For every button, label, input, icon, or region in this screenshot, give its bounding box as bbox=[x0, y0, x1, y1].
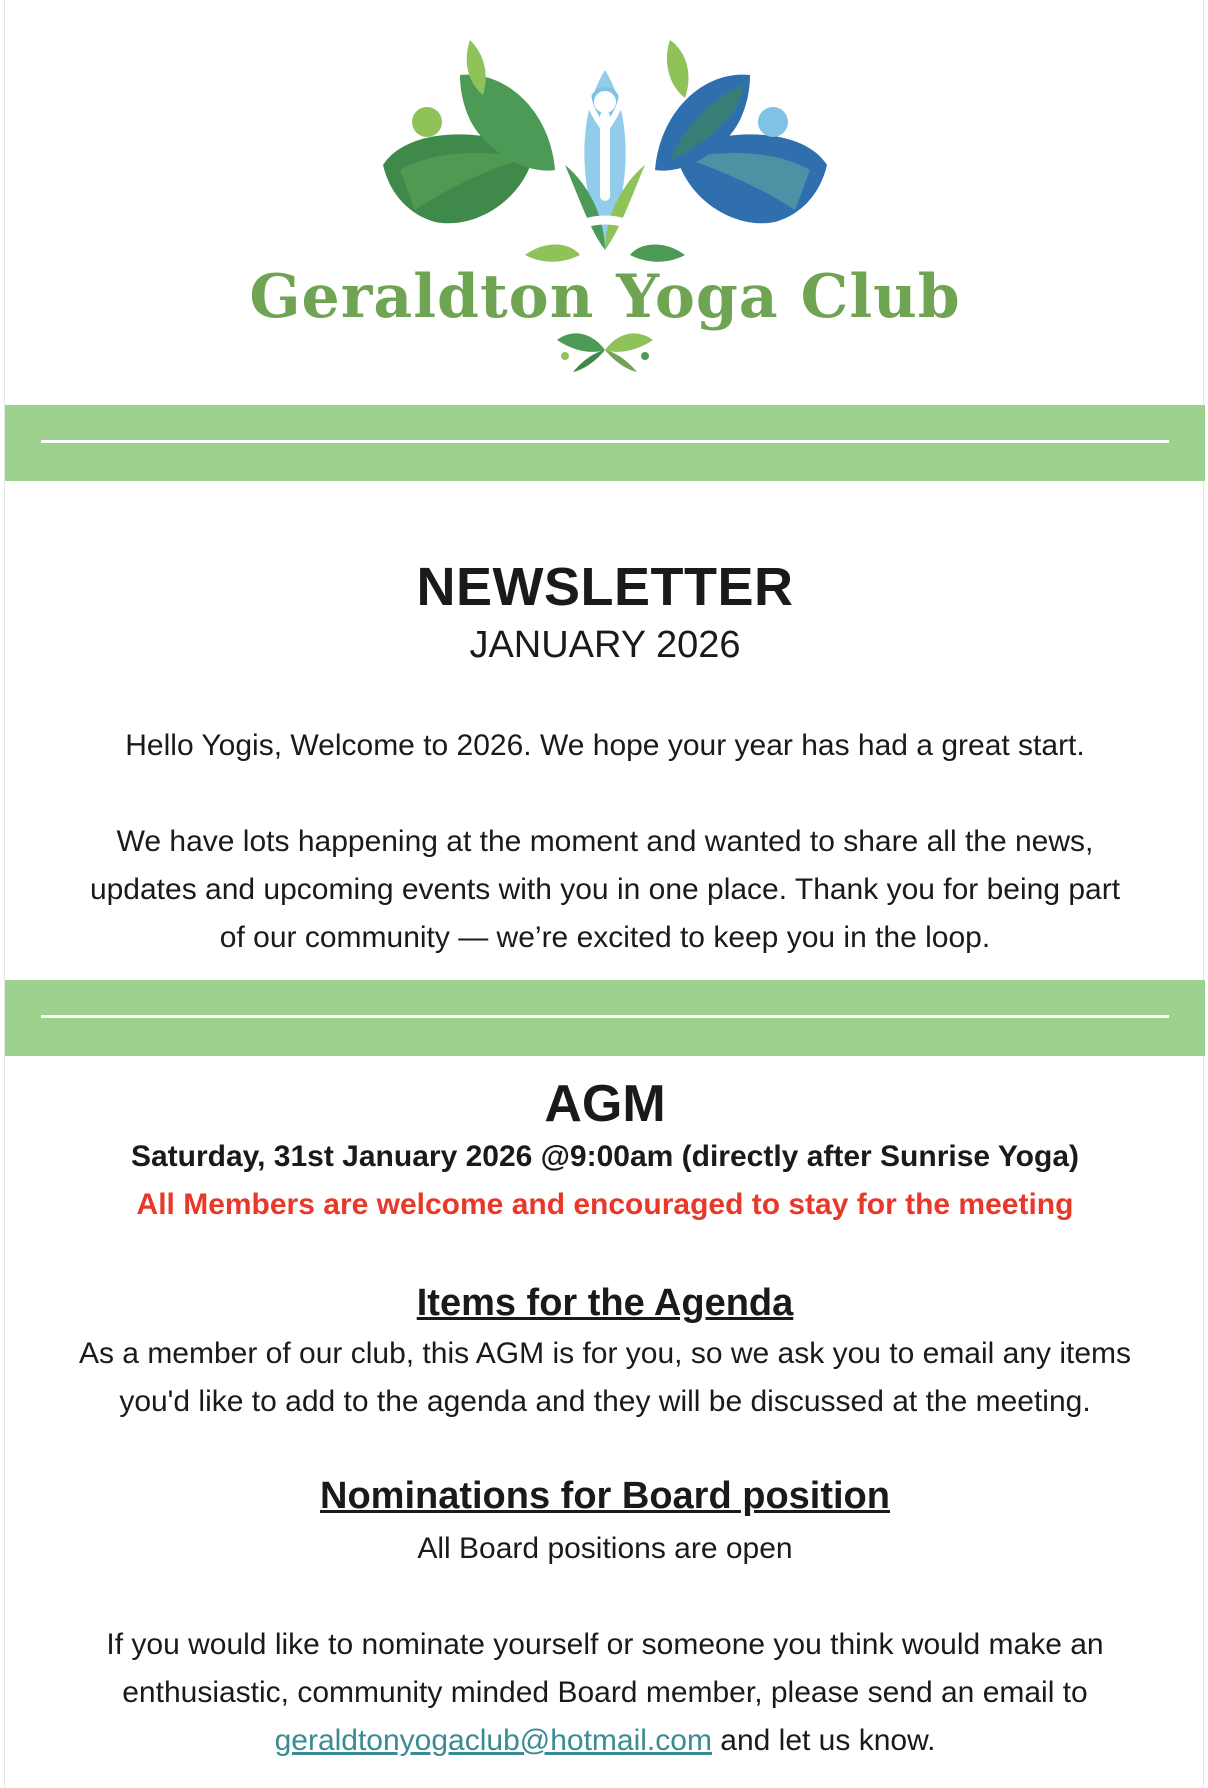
agenda-paragraph bbox=[5, 1330, 1205, 1426]
nominations-subline: All Board positions are open bbox=[417, 1532, 793, 1565]
nominations-line: If you would like to nominate yourself or someone you think would make an bbox=[106, 1628, 1104, 1661]
section-divider bbox=[5, 980, 1205, 1056]
agenda-line: you'd like to add to the agenda and they will be discussed at the meeting. bbox=[119, 1385, 1091, 1418]
intro-line: of our community — we’re excited to keep you in the loop. bbox=[219, 921, 991, 954]
intro-line: We have lots happening at the moment and wanted to share all the news, bbox=[116, 825, 1094, 858]
agenda-heading: Items for the Agenda bbox=[416, 1282, 794, 1324]
greeting-text: Hello Yogis, Welcome to 2026. We hope your year has had a great start. bbox=[125, 729, 1085, 762]
divider-line bbox=[41, 440, 1169, 443]
nominations-paragraph bbox=[5, 1621, 1205, 1765]
newsletter-title: NEWSLETTER bbox=[416, 557, 794, 617]
intro-paragraph bbox=[5, 818, 1205, 962]
intro-line: updates and upcoming events with you in one place. Thank you for being part bbox=[89, 873, 1121, 906]
newsletter-page bbox=[4, 0, 1204, 1788]
nominations-line: enthusiastic, community minded Board member, please send an email to bbox=[122, 1676, 1088, 1709]
divider-line bbox=[41, 1015, 1169, 1018]
lotus-yogi-icon bbox=[5, 0, 1205, 405]
agenda-line: As a member of our club, this AGM is for you, so we ask you to email any items bbox=[78, 1337, 1132, 1370]
nominations-heading: Nominations for Board position bbox=[320, 1475, 890, 1517]
newsletter-date: JANUARY 2026 bbox=[469, 624, 741, 666]
agm-heading: AGM bbox=[544, 1075, 666, 1133]
email-link[interactable]: geraldtonyogaclub@hotmail.com bbox=[274, 1724, 712, 1757]
section-divider bbox=[5, 405, 1205, 481]
agm-date-line: Saturday, 31st January 2026 @9:00am (directly after Sunrise Yoga) bbox=[130, 1140, 1079, 1173]
agm-members-note: All Members are welcome and encouraged to stay for the meeting bbox=[136, 1188, 1074, 1221]
club-logo bbox=[5, 0, 1205, 405]
logo-text: Geraldton Yoga Club bbox=[249, 262, 961, 332]
nominations-email-line bbox=[5, 1717, 1205, 1765]
email-suffix-text: and let us know. bbox=[711, 1724, 936, 1757]
